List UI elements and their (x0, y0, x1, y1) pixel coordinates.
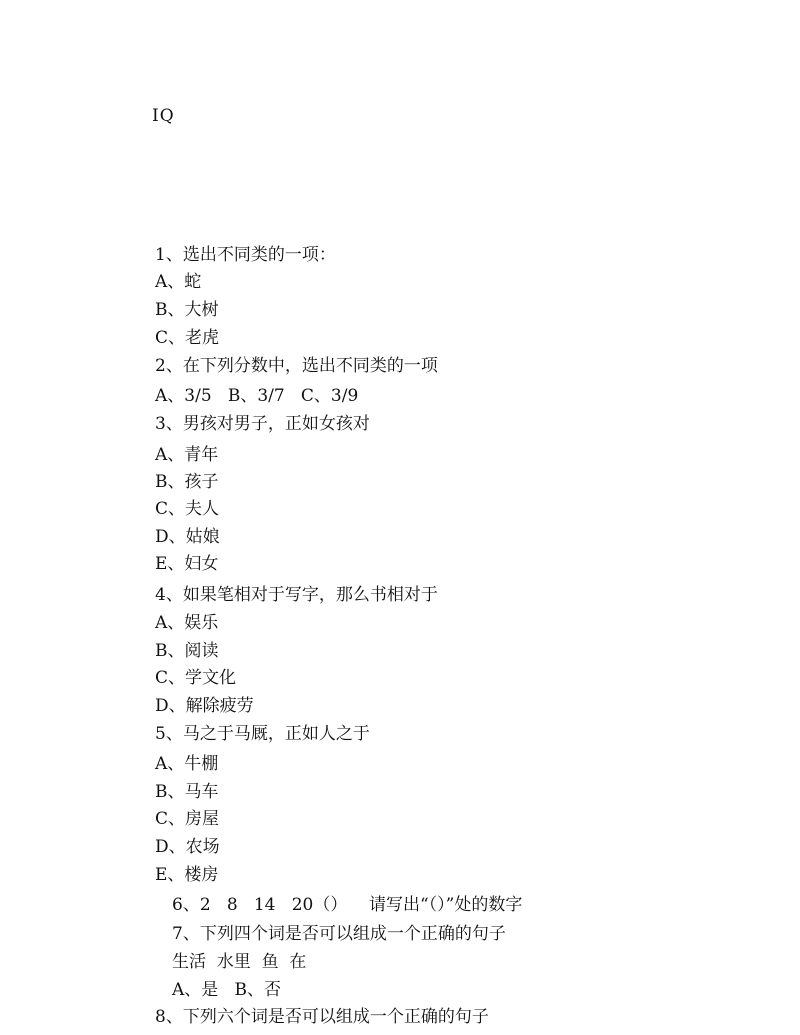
question-7-words: 生活 水里 鱼 在 (172, 952, 307, 972)
question-3-option-a: A、青年 (155, 445, 219, 465)
question-3: 3、男孩对男子，正如女孩对 (155, 414, 370, 434)
question-8: 8、下列六个词是否可以组成一个正确的句子 (155, 1007, 489, 1027)
question-7: 7、下列四个词是否可以组成一个正确的句子 (172, 924, 506, 944)
question-5-option-e: E、楼房 (155, 865, 219, 885)
question-3-option-c: C、夫人 (155, 499, 220, 519)
question-5-option-a: A、牛棚 (155, 754, 219, 774)
question-3-option-e: E、妇女 (155, 554, 219, 574)
question-5-option-c: C、房屋 (155, 809, 220, 829)
question-4-option-b: B、阅读 (155, 641, 219, 661)
question-2: 2、在下列分数中，选出不同类的一项 (155, 356, 438, 376)
question-6: 6、2 8 14 20（） 请写出“（）”处的数字 (172, 895, 523, 915)
question-1-option-c: C、老虎 (155, 328, 220, 348)
question-3-option-b: B、孩子 (155, 472, 219, 492)
question-5-option-d: D、农场 (155, 837, 220, 857)
question-7-options: A、是 B、否 (172, 980, 281, 1000)
question-4-option-d: D、解除疲劳 (155, 696, 254, 716)
question-1: 1、选出不同类的一项： (155, 245, 336, 265)
question-1-option-b: B、大树 (155, 300, 219, 320)
question-5-option-b: B、马车 (155, 782, 219, 802)
question-1-option-a: A、蛇 (155, 272, 202, 292)
question-4-option-a: A、娱乐 (155, 613, 219, 633)
question-3-option-d: D、姑娘 (155, 527, 220, 547)
question-4-option-c: C、学文化 (155, 668, 237, 688)
question-2-options: A、3/5 B、3/7 C、3/9 (155, 386, 359, 406)
question-4: 4、如果笔相对于写字，那么书相对于 (155, 585, 438, 605)
document-title: IQ (152, 106, 175, 126)
question-5: 5、马之于马厩，正如人之于 (155, 724, 370, 744)
